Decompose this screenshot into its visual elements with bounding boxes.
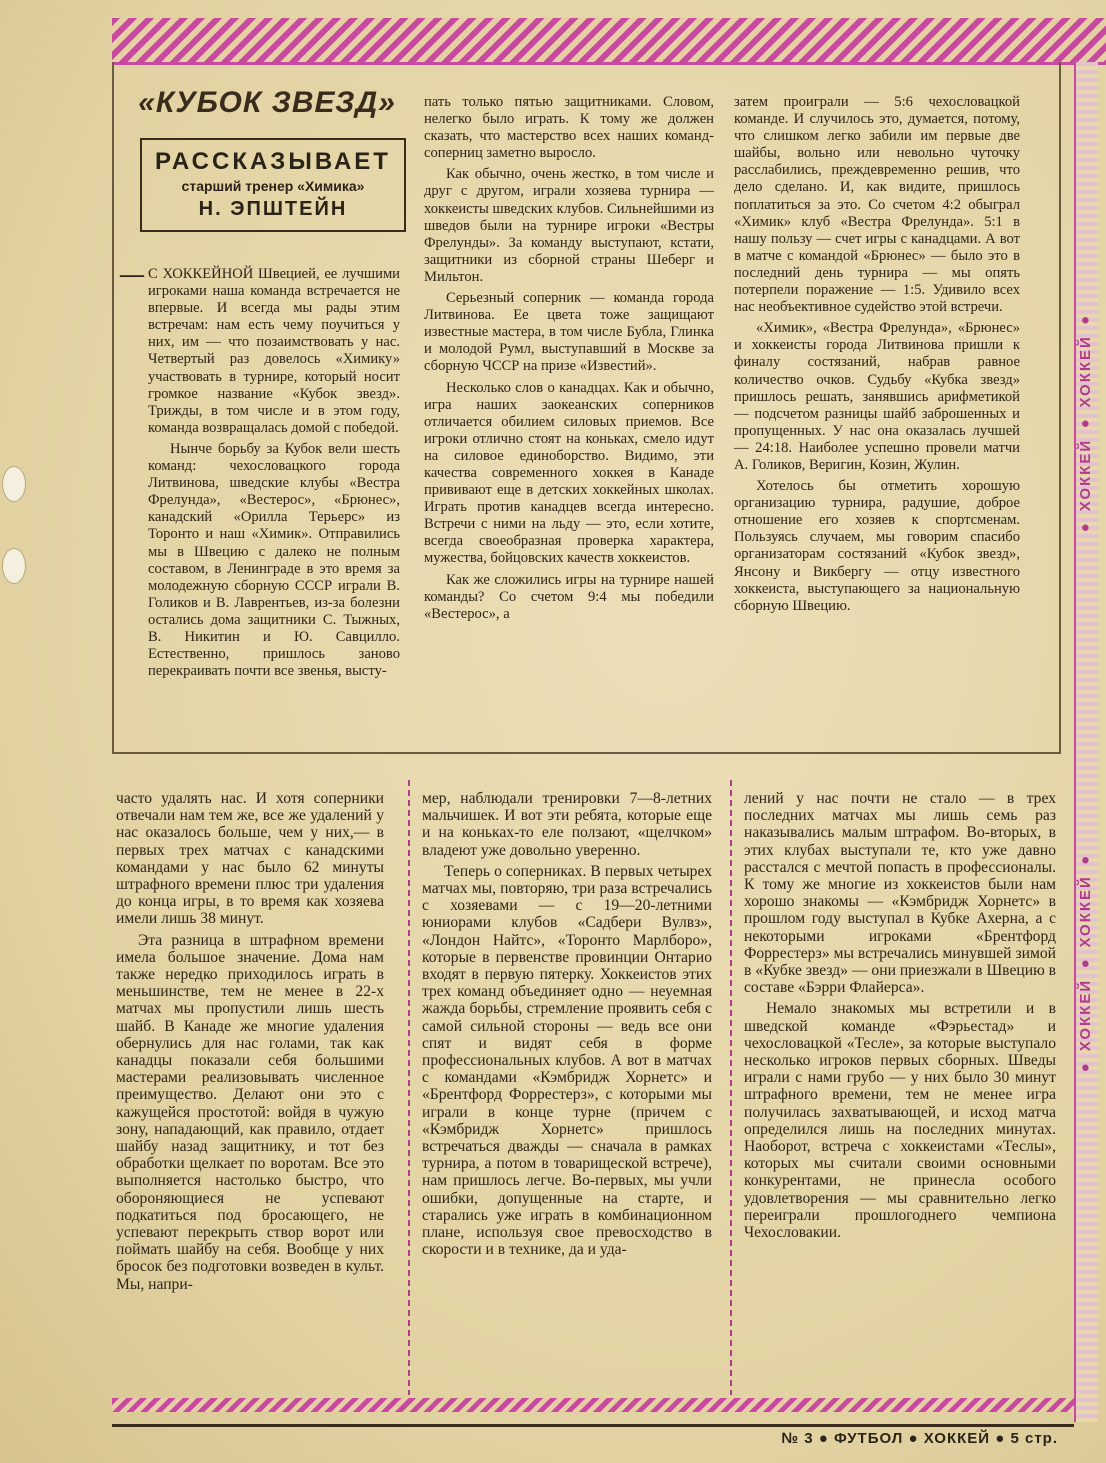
paragraph: Эта разница в штрафном времени имела большое значение. Дома нам также нередко приходилось играть в меньшинстве, тем не менее в 22-х матчах мы пропустили лишь шесть шайб. В Канаде же многие удаления обернулись для нас голами, так как канадцы показали себя большими мастерами реализовывать численное преимущество. Делают они это с кажущейся простотой: войдя в чужую зону, нападающий, как правило, отдает шайбу назад защитнику, и тот без обработки щелкает по воротам. Все это выполняется настолько быстро, что обороняющиеся не успевают подкатиться под бросающего, не успевают перекрыть створ ворот или поймать шайбу на себя. Вообще у них бросок без подготовки возведен в культ. Мы, напри- — [116, 931, 384, 1293]
paragraph: затем проиграли — 5:6 чехословацкой команде. И случилось это, думается, потому, что слишком легко забили им первые две шайбы, вольно или невольно чуточку расслабились, преждевременно решив, что дело сделано. И, как видите, пришлось поплатиться за это. Со счетом 4:2 обыграл «Химик» клуб «Вестра Фрелунда». 5:1 в нашу пользу — счет игры с канадцами. А вот в матче с командой «Брюнес» — было это в последний день турнира — мы опять потерпели поражение — 1:5. Удивило всех нас необъективное судейство этой встречи. — [734, 94, 1020, 316]
subhead-line-1: РАССКАЗЫВАЕТ — [155, 148, 391, 175]
article-subhead-box — [140, 138, 406, 232]
paragraph: Серьезный соперник — команда города Литвинова. Ее цвета тоже защищают известные мастера, в том числе Бубла, Глинка и молодой Румл, выступавший в Москве за сборную ЧССР на призе «Известий». — [424, 290, 714, 375]
upper-column-1 — [148, 266, 400, 680]
paragraph: Немало знакомых мы встретили и в шведской команде «Фэрьестад» и чехословацкой «Тесле», за которые выступало несколько игроков первых сборных. Шведы играли с нами грубо — у них было 30 минут штрафного времени, тем не менее игра получилась захватывающей, и исход матча определился лишь на последних минутах. Наоборот, встреча с хоккеистами «Теслы», которых мы считали своими основными конкурентами, не принесла особого удовлетворения — мы сравнительно легко переиграли прошлогоднего чемпиона Чехословакии. — [744, 1000, 1056, 1242]
binder-hole — [2, 466, 26, 502]
paragraph: часто удалять нас. И хотя соперники отвечали нам тем же, все же удалений у нас оказалось больше, чем у них,— в первых трех матчах с канадскими командами у нас было 62 минуты штрафного времени плюс три удаления до конца игры, в то время как хозяева имели лишь 38 минут. — [116, 790, 384, 928]
bottom-decorative-border — [112, 1398, 1074, 1412]
paragraph: Несколько слов о канадцах. Как и обычно, игра наших заокеанских соперников отличается обилием силовых приемов. Все игроки отлично стоят на коньках, смело идут на силовое единоборство. Видимо, эти качества современного хоккея в Канаде прививают еще в детских хоккейных школах. Играть против канадцев всегда интересно. Встречи с ними на льду — это, если хотите, всегда своеобразная проверка характера, мужества, бойцовских качеств хоккеистов. — [424, 379, 714, 567]
paragraph: пать только пятью защитниками. Словом, нелегко было играть. К тому же должен сказать, что мастерство всех наших команд-соперниц заметно выросло. — [424, 94, 714, 162]
paragraph: «Химик», «Вестра Фрелунда», «Брюнес» и хоккеисты города Литвинова пришли к финалу состязаний, набрав равное количество очков. Судьбу «Кубка звезд» пришлось решать, занявшись арифметикой — подсчетом разницы шайб заброшенных и пропущенных. У нас она оказалась лучшей — 24:18. Наиболее успешно провели матчи А. Голиков, Веригин, Козин, Жулин. — [734, 320, 1020, 473]
side-band-text-upper: ● ХОККЕЙ ● ХОККЕЙ ● — [1077, 310, 1094, 537]
paragraph: Как же сложились игры на турнире нашей команды? Со счетом 9:4 мы победили «Вестерос», а — [424, 571, 714, 622]
subhead-line-2: старший тренер «Химика» — [181, 178, 365, 194]
lower-column-3 — [744, 790, 1056, 1241]
lower-column-2 — [422, 790, 712, 1258]
article-title: «КУБОК ЗВЕЗД» — [138, 86, 396, 119]
lead-dash: — — [120, 262, 144, 288]
column-divider — [730, 780, 732, 1395]
paragraph: С ХОККЕЙНОЙ Швецией, ее лучшими игроками наша команда встречается не впервые. И всегда мы рады этим встречам: нам есть чему поучиться у них, им — что позаимствовать у нас. Четвертый раз довелось «Химику» участвовать в турнире, который носит громкое название «Кубок звезд». Трижды, в том числе и в этом году, команда возвращалась домой с победой. — [148, 266, 400, 436]
paragraph: лений у нас почти не стало — в трех последних матчах мы лишь семь раз наказывались малым штрафом. Во-вторых, в этих клубах выступали те, кто уже давно расстался с мечтой попасть в профессионалы. К тому же многие из хоккеистов были нам хорошо знакомы — «Кэмбридж Хорнетс» в прошлом году выступал в Кубке Ахерна, а с некоторыми игроками «Брентфорд Форрестерз» мы встречались минувшей зимой в «Кубке звезд» — они приезжали в Швецию в составе «Бэрри Флайерса». — [744, 790, 1056, 997]
side-decorative-band — [1074, 62, 1098, 1422]
subhead-author: Н. ЭПШТЕЙН — [198, 198, 348, 220]
paragraph: Нынче борьбу за Кубок вели шесть команд: чехословацкого города Литвинова, шведские клубы «Вестра Фрелунда», «Вестерос», «Брюнес», канадский «Орилла Терьерс» из Торонто и наш «Химик». Отправились мы в Швецию с далеко не полным составом, в Ленинграде в это время за молодежную сборную СССР играли В. Голиков и В. Лаврентьев, из-за болезни остались дома защитники С. Тыжных, В. Никитин и Ю. Савцилло. Естественно, пришлось заново перекраивать почти все звенья, высту- — [148, 440, 400, 680]
binder-hole — [2, 548, 26, 584]
column-divider — [408, 780, 410, 1395]
upper-column-3 — [734, 94, 1020, 615]
footer-issue-label: № 3 ● ФУТБОЛ ● ХОККЕЙ ● 5 стр. — [781, 1430, 1058, 1447]
lower-column-1 — [116, 790, 384, 1293]
upper-column-2 — [424, 94, 714, 623]
paragraph: Теперь о соперниках. В первых четырех матчах мы, повторяю, три раза встречались с хозяевами — с 19—20-летними юниорами клубов «Садбери Вулвз», «Лондон Найтс», «Торонто Марлборо», которые в первенстве провинции Онтарио входят в первую пятерку. Хоккеистов этих трех команд объединяет одно — неуемная жажда борьбы, стремление проявить себя с самой сильной стороны — ведь все они спят и видят себя в форме профессиональных клубов. А вот в матчах с командами «Кэмбридж Хорнетс» и «Брентфорд Форрестерз», с которыми мы играли в конце турне (причем с «Кэмбридж Хорнетс» пришлось встречаться дважды — сначала в рамках турнира, а потом в товарищеской встрече), нам пришлось легче. Во-первых, мы учли ошибки, допущенные на старте, и старались уже играть в комбинационном плане, используя свое превосходство в скорости и в технике, да и уда- — [422, 862, 712, 1259]
top-decorative-border — [112, 18, 1106, 65]
paragraph: Как обычно, очень жестко, в том числе и друг с другом, играли хозяева турнира — хоккеисты шведских клубов. Сильнейшими из шведов были на турнире игроки «Вестры Фрелунды». За команду выступают, кстати, защитники из сборной страны Шеберг и Мильтон. — [424, 166, 714, 285]
paragraph: Хотелось бы отметить хорошую организацию турнира, радушие, доброе отношение его хозяев к спортсменам. Пользуясь случаем, мы говорим спасибо организаторам состязаний «Кубок звезд», Янсону и Викбергу — отцу известного хоккеиста, выступающего за национальную сборную Швецию. — [734, 478, 1020, 614]
side-band-text-lower: ● ХОККЕЙ ● ХОККЕЙ ● — [1077, 850, 1094, 1077]
paragraph: мер, наблюдали тренировки 7—8-летних мальчишек. И вот эти ребята, которые еще и на коньках-то еле ползают, «щелчком» владеют уже довольно уверенно. — [422, 790, 712, 859]
